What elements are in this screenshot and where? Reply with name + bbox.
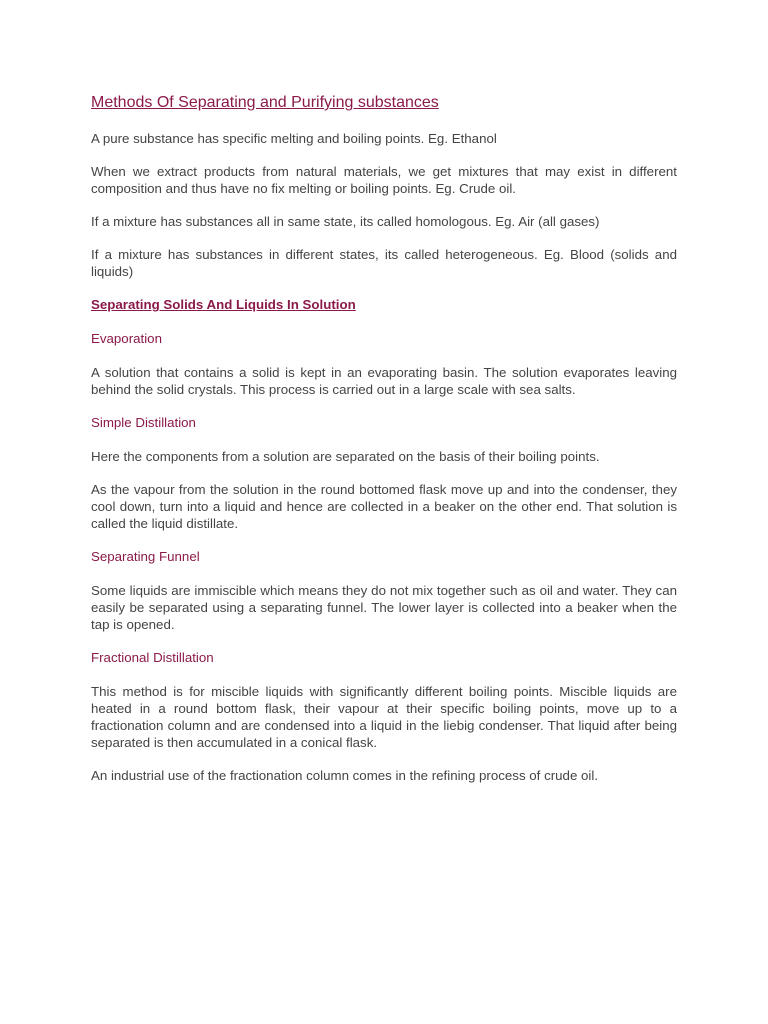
intro-paragraph-1: A pure substance has specific melting and boiling points. Eg. Ethanol bbox=[91, 131, 497, 146]
intro-paragraph-3: If a mixture has substances all in same state, its called homologous. Eg. Air (all gases) bbox=[91, 214, 600, 229]
separating-funnel-heading: Separating Funnel bbox=[91, 549, 200, 564]
separating-funnel-paragraph: Some liquids are immiscible which means they do not mix together such as oil and water. They can easily be separated using a separating funnel. The lower layer is collected into a beaker when the tap is opened. bbox=[91, 583, 677, 632]
evaporation-heading: Evaporation bbox=[91, 331, 162, 346]
document-page bbox=[91, 93, 677, 800]
intro-paragraph-4: If a mixture has substances in different states, its called heterogeneous. Eg. Blood (solids and liquids) bbox=[91, 247, 677, 279]
fractional-distillation-heading: Fractional Distillation bbox=[91, 650, 214, 665]
page-title: Methods Of Separating and Purifying substances bbox=[91, 94, 439, 111]
section-heading: Separating Solids And Liquids In Solution bbox=[91, 297, 356, 312]
evaporation-paragraph: A solution that contains a solid is kept in an evaporating basin. The solution evaporates leaving behind the solid crystals. This process is carried out in a large scale with sea salts. bbox=[91, 365, 677, 397]
simple-distillation-paragraph-2: As the vapour from the solution in the round bottomed flask move up and into the condenser, they cool down, turn into a liquid and hence are collected in a beaker on the other end. That solution is called the liquid distillate. bbox=[91, 482, 677, 531]
simple-distillation-paragraph-1: Here the components from a solution are separated on the basis of their boiling points. bbox=[91, 449, 600, 464]
simple-distillation-heading: Simple Distillation bbox=[91, 415, 196, 430]
intro-paragraph-2: When we extract products from natural materials, we get mixtures that may exist in different composition and thus have no fix melting or boiling points. Eg. Crude oil. bbox=[91, 164, 677, 196]
fractional-distillation-paragraph-2: An industrial use of the fractionation column comes in the refining process of crude oil. bbox=[91, 768, 599, 783]
fractional-distillation-paragraph-1: This method is for miscible liquids with significantly different boiling points. Miscible liquids are heated in a round bottom flask, their vapour at their specific boiling points, move up to a fractionation column and are condensed into a liquid in the liebig condenser. That liquid after being separated is then accumulated in a conical flask. bbox=[91, 684, 677, 750]
